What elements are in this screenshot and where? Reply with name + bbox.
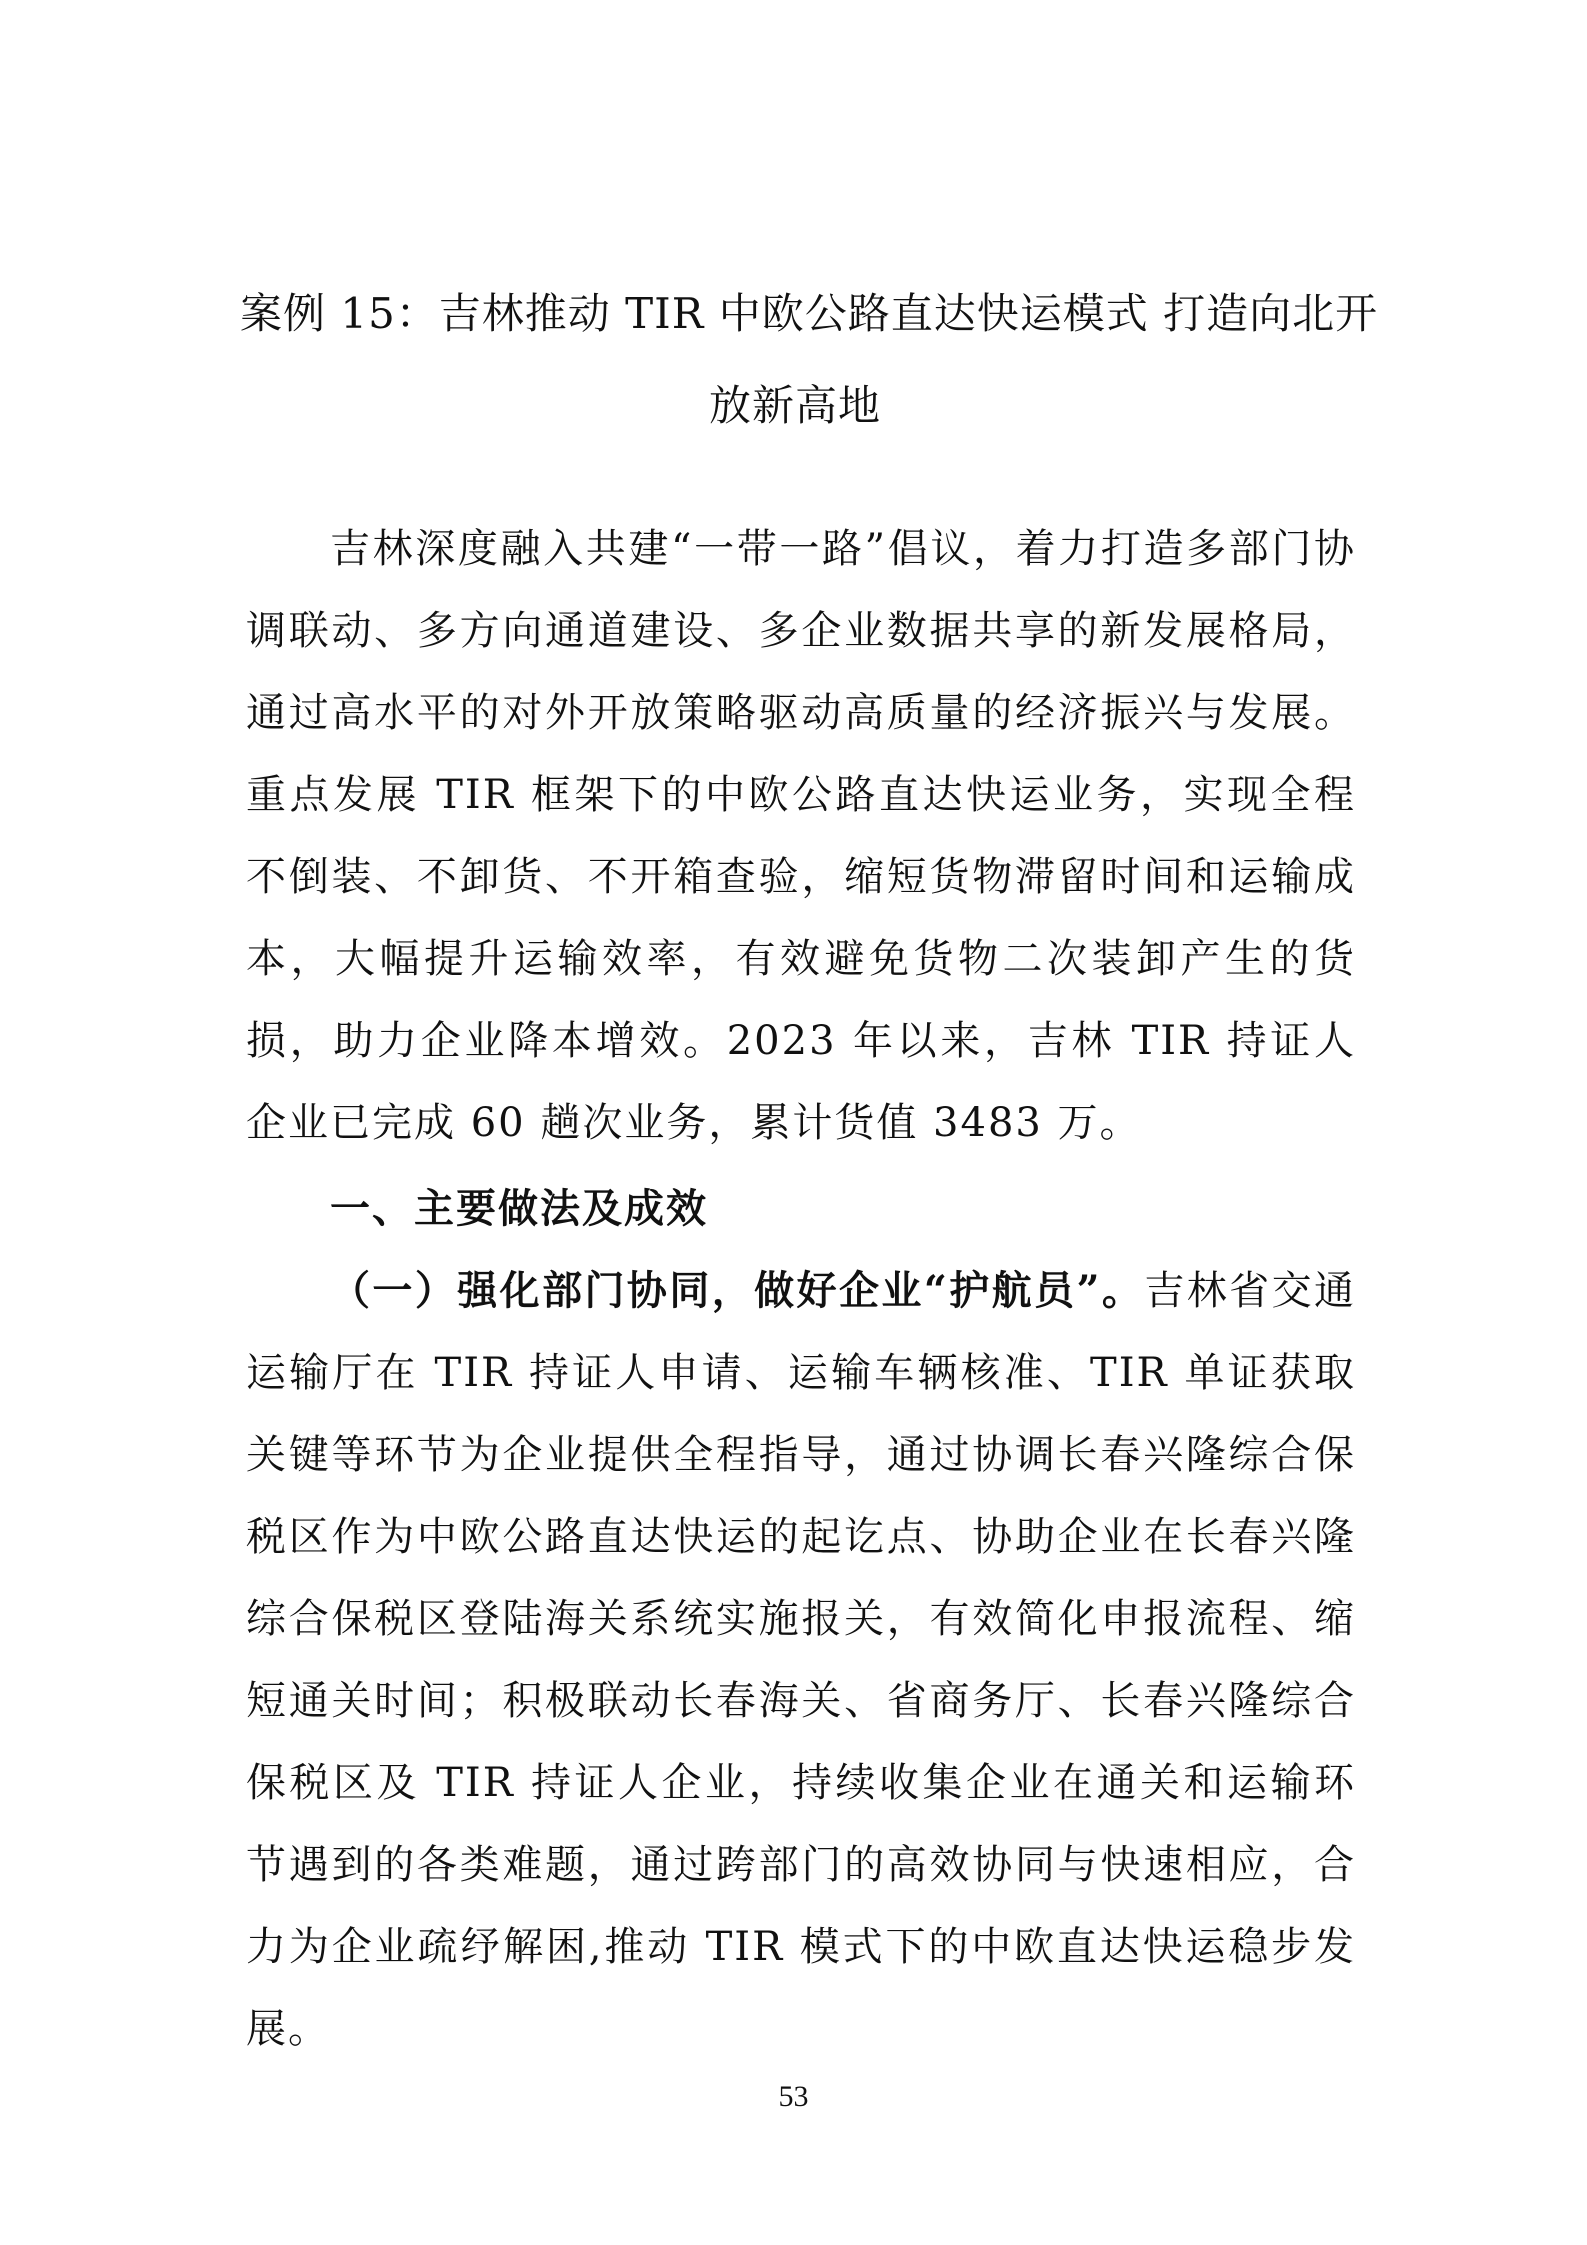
subsection-lead: （一）强化部门协同，做好企业“护航员”。 xyxy=(330,1267,1145,1314)
subsection-text: 吉林省交通运输厅在 TIR 持证人申请、运输车辆核准、TIR 单证获取关键等环节为企业提供全程指导，通过协调长春兴隆综合保税区作为中欧公路直达快运的起讫点、协助企业在长春兴隆综合保税区登陆海关系统实施报关，有效简化申报流程、缩短通关时间；积极联动长春海关、省商务厅、长春兴隆综合保税区及 TIR 持证人企业，持续收集企业在通关和运输环节遇到的各类难题，通过跨部门的高效协同与快速相应，合力为企业疏纾解困,推动 TIR 模式下的中欧直达快运稳步发展。 xyxy=(246,1268,1357,2052)
page-number: 53 xyxy=(778,2080,809,2113)
subsection-paragraph xyxy=(246,1250,1356,2070)
page-title xyxy=(240,268,1379,452)
title-line-2: 放新高地 xyxy=(708,381,881,430)
section-heading: 一、主要做法及成效 xyxy=(330,1186,708,1232)
intro-paragraph: 吉林深度融入共建“一带一路”倡议，着力打造多部门协调联动、多方向通道建设、多企业数据共享的新发展格局，通过高水平的对外开放策略驱动高质量的经济振兴与发展。重点发展 TIR 框架下的中欧公路直达快运业务，实现全程不倒装、不卸货、不开箱查验，缩短货物滞留时间和运输成本，大幅提升运输效率，有效避免货物二次装卸产生的货损，助力企业降本增效。2023 年以来，吉林 TIR 持证人企业已完成 60 趟次业务，累计货值 3483 万。 xyxy=(246,526,1356,1146)
title-line-1: 案例 15：吉林推动 TIR 中欧公路直达快运模式 打造向北开 xyxy=(240,289,1379,338)
